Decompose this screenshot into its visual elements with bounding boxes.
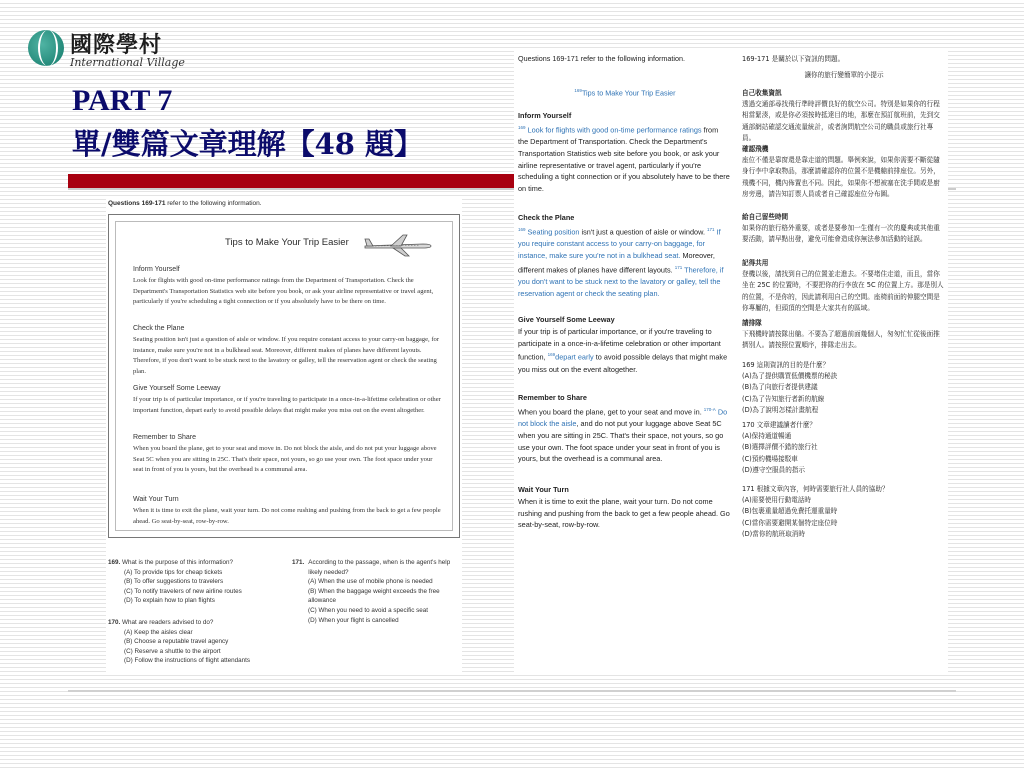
answer-option: (B) To offer suggestions to travelers <box>124 578 224 586</box>
scan-section-heading: Give Yourself Some Leeway <box>133 385 221 392</box>
passage-intro: Questions 169-171 refer to the following information. <box>518 54 686 63</box>
translation-option: (A)需要使用行動電話時 <box>742 496 811 505</box>
translation-heading: 確認飛機 <box>742 145 769 153</box>
passage-text: from the Department of Transportation. Check the Department's Transportation Statistics web site before you book, or ask your airline representative or travel agent, particularly if you're scheduling a tight connection or if you absolutely have to be there on time. <box>518 125 730 194</box>
translation-text: 座位不僅是靠窗還是靠走道的問題。舉例來說，如果你需要不斷從隨身行李中拿取物品，那麼請確認你的位置不是機艙前排座位。另外，飛機不同，機內佈置也不同。因此，如果你不想被塞在洗手間或是廚房旁邊，請告知訂票人員或者自己確認座位分布圖。 <box>742 156 940 198</box>
question-marker: 169 <box>518 226 526 232</box>
passage-text: If your trip is of particular importance, or if you're traveling to participate in a once-in-a-lifetime celebration or other important function, <box>518 326 721 362</box>
question-marker: 170-A <box>703 406 716 412</box>
translation-section-2 <box>742 144 946 200</box>
answer-option: (A) When the use of mobile phone is needed <box>308 578 433 586</box>
airplane-icon <box>363 233 433 257</box>
passage-section-5 <box>518 484 730 531</box>
passage-text: to avoid possible delays that might make you miss out on the event altogether. <box>518 352 728 374</box>
scan-section-1 <box>133 265 443 308</box>
part-title: PART 7 <box>72 84 173 117</box>
translation-heading: 自己收集資訊 <box>742 89 782 97</box>
answer-option: (B) When the baggage weight exceeds the free allowance <box>308 587 440 605</box>
passage-title-text: Tips to Make Your Trip Easier <box>581 88 676 98</box>
scan-section-heading: Wait Your Turn <box>133 496 179 503</box>
question-171 <box>292 558 460 625</box>
translation-option: (B)包裹重量超過免費托運重量時 <box>742 507 838 516</box>
question-marker: 169 <box>518 124 526 130</box>
translation-intro: 169-171 是關於以下資訊的問題。 <box>742 55 845 63</box>
answer-option: (B) Choose a reputable travel agency <box>124 638 229 646</box>
translation-question-171 <box>742 484 946 540</box>
info-card <box>108 214 460 538</box>
scan-section-heading: Remember to Share <box>133 434 197 441</box>
annotated-passage-panel <box>514 48 736 672</box>
translation-text: 下飛機時請按隊出艙。不要為了超過前面幾個人，匆匆忙忙從後面推擠別人。請按照位置順序，排隊走出去。 <box>742 330 940 350</box>
translation-heading: 請排隊 <box>742 319 762 327</box>
scan-section-heading: Check the Plane <box>133 325 185 332</box>
translation-section-5 <box>742 318 946 352</box>
answer-option: (D) To explain how to plan flights <box>124 597 215 605</box>
scan-intro-bold: Questions 169-171 <box>108 200 166 207</box>
logo-chinese-name: 國際學村 <box>70 32 163 58</box>
card-title: Tips to Make Your Trip Easier <box>225 237 349 248</box>
translation-option: (C)預約機場接駁車 <box>742 454 798 463</box>
translation-question: 169 這則資訊的目的是什麼？ <box>742 361 830 369</box>
question-number: 170. <box>108 619 121 626</box>
passage-text: When you board the plane, get to your seat and move in. <box>518 407 704 417</box>
scan-section-heading: Inform Yourself <box>133 266 180 273</box>
highlight-text: Do not block the aisle <box>518 407 728 429</box>
scan-section-body: Look for flights with good on-time performance ratings from the Department of Transportation. Check the Department's Transportation Statistics web site before you book, or ask your airline representative or travel agent, particularly if you're scheduling a tight connection or if you absolutely have to be there on time. <box>133 276 434 306</box>
passage-section-2 <box>518 212 730 299</box>
translation-text: 如果你的旅行格外重要，或者是要參加一生僅有一次的慶典或其他重要活動，請早點出發，避免可能會造成你無法參加活動的延誤。 <box>742 224 940 244</box>
translation-section-4 <box>742 258 946 314</box>
passage-section-heading: Check the Plane <box>518 213 575 222</box>
answer-option: (C) To notify travelers of new airline routes <box>124 587 242 595</box>
translation-option: (A)為了提供購買低價機票的秘訣 <box>742 372 838 381</box>
answer-option: (D) When your flight is cancelled <box>308 616 399 624</box>
question-number: 171. <box>292 559 305 566</box>
logo-english-name: International Village <box>70 56 185 69</box>
passage-section-heading: Wait Your Turn <box>518 485 569 494</box>
translation-section-1 <box>742 88 946 144</box>
translation-option: (B)選擇評價不錯的旅行社 <box>742 443 818 452</box>
question-170 <box>108 618 284 666</box>
translation-section-3 <box>742 212 946 246</box>
highlight-text: Therefore, if you don't want to be stuck next to the lavatory or galley, tell the reservation agent or check the seating plan. <box>518 265 724 298</box>
passage-text: isn't just a question of aisle or window. <box>579 227 708 237</box>
passage-text: When it is time to exit the plane, wait your turn. Do not come rushing and pushing from the back to get a few people ahead. Go seat-by-seat, row-by-row. <box>518 496 730 530</box>
highlight-text: Seating position <box>525 227 580 237</box>
passage-section-3 <box>518 314 730 375</box>
question-text: According to the passage, when is the agent's help likely needed? <box>308 559 451 576</box>
translation-question-170 <box>742 420 946 476</box>
scan-section-3 <box>133 384 443 416</box>
translation-question: 171 根據文章內容，何時需要旅行社人員的協助？ <box>742 485 889 493</box>
question-169 <box>108 558 284 606</box>
question-text: What are readers advised to do? <box>122 619 214 626</box>
scan-section-body: When it is time to exit the plane, wait your turn. Do not come rushing and pushing from the back to get a few people ahead. Go seat-by-seat, row-by-row. <box>133 506 441 525</box>
answer-option: (C) When you need to avoid a specific seat <box>308 606 429 614</box>
translation-question: 170 文章建議讀者什麼？ <box>742 421 817 429</box>
scan-section-2 <box>133 324 443 378</box>
scan-intro <box>108 200 262 207</box>
question-number: 169. <box>108 559 121 566</box>
translation-option: (D)當你的航班取消時 <box>742 529 805 538</box>
question-marker: 169 <box>574 88 582 93</box>
question-marker: 171 <box>674 264 683 270</box>
bottom-divider <box>68 690 956 692</box>
question-marker: 169 <box>547 352 556 358</box>
translation-text: 透過交通部尋找飛行準時評價良好的航空公司。特別是如果你的行程相當緊湊，或是你必須按時抵達目的地，那麼在預訂航班前，先到交通部網站確認交通流量統計，或者詢問航空公司的職員或旅行社專員。 <box>742 100 940 142</box>
translation-option: (C)為了告知旅行者新的航線 <box>742 394 825 403</box>
translation-panel <box>736 48 948 672</box>
passage-section-heading: Remember to Share <box>518 393 587 402</box>
translation-option: (C)當你需要避開某個特定座位時 <box>742 518 838 527</box>
passage-title <box>514 88 736 97</box>
passage-section-heading: Inform Yourself <box>518 111 572 120</box>
question-text: What is the purpose of this information? <box>122 559 233 566</box>
logo <box>28 28 185 72</box>
title-underline-bar <box>68 174 514 188</box>
passage-text: , and do not put your luggage above Seat 5C when you are sitting in 25C. That's their space, not yours, so go use your own. The foot space under your seat in front of you is yours, but the overhead is a communal area. <box>518 419 724 464</box>
scanned-question-page <box>106 196 462 674</box>
scan-section-5 <box>133 495 443 527</box>
part-subtitle: 單/雙篇文章理解【48 題】 <box>72 127 424 161</box>
highlight-text: If you require constant access to your carry-on baggage, for instance, make sure you're not in a bulkhead seat. <box>518 227 721 260</box>
globe-icon <box>28 30 64 66</box>
passage-section-1 <box>518 110 730 195</box>
translation-heading: 給自己留些時間 <box>742 213 789 221</box>
passage-section-4 <box>518 392 730 465</box>
translation-text: 登機以後，請找到自己的位置並走進去。不要堵住走道，而且，當你坐在 25C 的位置時，不要把你的行李放在 5C 的位置上方。那是別人的位置，不是你的，因此請利用自己的空間。座椅前面的伸腿空間是你專屬的，但頭頂的空間是大家共有的區域。 <box>742 270 944 312</box>
translation-option: (A)保持通道暢通 <box>742 432 792 441</box>
highlight-text: depart early <box>555 352 594 362</box>
scan-intro-rest: refer to the following information. <box>165 200 262 207</box>
passage-text: Moreover, different makes of planes have different layouts. <box>518 250 715 275</box>
answer-option: (D) Follow the instructions of flight attendants <box>124 657 250 665</box>
passage-section-heading: Give Yourself Some Leeway <box>518 315 615 324</box>
answer-option: (A) To provide tips for cheap tickets <box>124 568 223 576</box>
scan-section-4 <box>133 433 443 476</box>
translation-title: 讓你的旅行變簡單的小提示 <box>804 71 884 79</box>
answer-option: (C) Reserve a shuttle to the airport <box>124 647 221 655</box>
translation-option: (D)遵守空服員的指示 <box>742 465 805 474</box>
translation-option: (B)為了向旅行者提供建議 <box>742 383 818 392</box>
answer-option: (A) Keep the aisles clear <box>124 628 193 636</box>
highlight-text: Look for flights with good on-time performance ratings <box>525 125 702 135</box>
scan-section-body: Seating position isn't just a question of aisle or window. If you require constant access to your carry-on baggage, for instance, make sure you're not in a bulkhead seat. Moreover, different makes of planes have different layouts. Therefore, if you don't want to be stuck next to the lavatory or galley, tell the reservation agent or check the seating plan. <box>133 335 440 376</box>
scan-section-body: When you board the plane, get to your seat and move in. Do not block the aisle, and do not put your luggage above Seat 5C when you are sitting in 25C. That's their space, not yours, so go use your own. The foot space under your seat in front of you is yours, but the overhead is a communal area. <box>133 444 437 474</box>
scan-section-body: If your trip is of particular importance, or if you're traveling to participate in a once-in-a-lifetime celebration or other important function, depart early to avoid possible delays that might make you miss out on the event altogether. <box>133 395 441 414</box>
translation-heading: 記得共用 <box>742 259 769 267</box>
question-marker: 171 <box>707 226 715 232</box>
translation-question-169 <box>742 360 946 416</box>
translation-option: (D)為了說明怎樣計畫航程 <box>742 405 819 414</box>
